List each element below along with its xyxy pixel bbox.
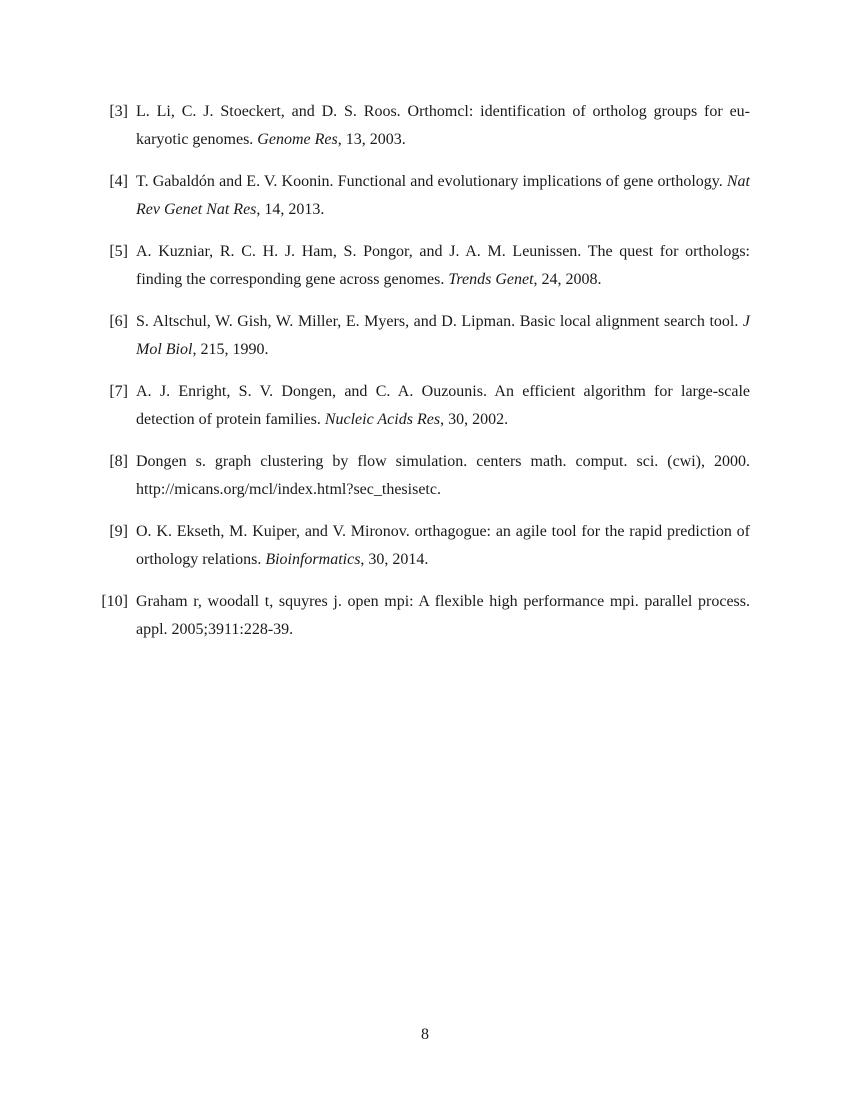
reference-body: T. Gabaldón and E. V. Koonin. Functional and evolutionary implications of gene orthology. bbox=[136, 173, 727, 190]
reference-text bbox=[136, 518, 750, 574]
reference-item-4 bbox=[100, 168, 750, 224]
reference-text bbox=[136, 378, 750, 434]
reference-number: [4] bbox=[109, 173, 128, 190]
reference-details: , 30, 2002. bbox=[440, 411, 509, 428]
reference-number: [8] bbox=[109, 453, 128, 470]
reference-body: L. Li, C. J. Stoeckert, and D. S. Roos. Orthomcl: identification of ortholog groups for eu-karyotic genomes. bbox=[136, 103, 750, 148]
reference-body: Graham r, woodall t, squyres j. open mpi: A flexible high performance mpi. parallel process. appl. 2005;3911:228-39. bbox=[136, 593, 750, 638]
reference-text bbox=[136, 588, 750, 644]
journal-name: Nucleic Acids Res bbox=[324, 411, 441, 428]
reference-text bbox=[136, 168, 750, 224]
reference-list bbox=[100, 98, 750, 658]
reference-item-5 bbox=[100, 238, 750, 294]
reference-details: , 13, 2003. bbox=[337, 131, 406, 148]
journal-name: J Mol Biol bbox=[136, 313, 750, 358]
reference-item-9 bbox=[100, 518, 750, 574]
reference-details: , 30, 2014. bbox=[360, 551, 429, 568]
reference-details: , 215, 1990. bbox=[192, 341, 269, 358]
reference-number: [5] bbox=[109, 243, 128, 260]
reference-text bbox=[136, 98, 750, 154]
reference-text bbox=[136, 238, 750, 294]
reference-number: [10] bbox=[101, 593, 128, 610]
journal-name: Genome Res bbox=[257, 131, 338, 148]
reference-text bbox=[136, 308, 750, 364]
reference-body: O. K. Ekseth, M. Kuiper, and V. Mironov. orthagogue: an agile tool for the rapid prediction of orthology relations. bbox=[136, 523, 750, 568]
reference-body: A. J. Enright, S. V. Dongen, and C. A. Ouzounis. An efficient algorithm for large-scale detection of protein families. bbox=[136, 383, 750, 428]
reference-item-3 bbox=[100, 98, 750, 154]
journal-name: Bioinformatics bbox=[265, 551, 361, 568]
journal-name: Nat Rev Genet Nat Res bbox=[136, 173, 750, 218]
reference-number: [6] bbox=[109, 313, 128, 330]
reference-body: S. Altschul, W. Gish, W. Miller, E. Myers, and D. Lipman. Basic local alignment search tool. bbox=[136, 313, 743, 330]
reference-number: [3] bbox=[109, 103, 128, 120]
reference-body: Dongen s. graph clustering by flow simulation. centers math. comput. sci. (cwi), 2000. http://micans.org/mcl/index.html?sec_thesisetc. bbox=[136, 453, 750, 498]
reference-details: , 24, 2008. bbox=[533, 271, 602, 288]
reference-details: , 14, 2013. bbox=[256, 201, 325, 218]
reference-item-8 bbox=[100, 448, 750, 504]
reference-item-7 bbox=[100, 378, 750, 434]
journal-name: Trends Genet bbox=[448, 271, 534, 288]
reference-number: [9] bbox=[109, 523, 128, 540]
reference-item-10 bbox=[100, 588, 750, 644]
reference-body: A. Kuzniar, R. C. H. J. Ham, S. Pongor, and J. A. M. Leunissen. The quest for orthologs: finding the corresponding gene across genomes. bbox=[136, 243, 750, 288]
reference-text bbox=[136, 448, 750, 504]
page-number: 8 bbox=[421, 1026, 429, 1043]
reference-number: [7] bbox=[109, 383, 128, 400]
reference-item-6 bbox=[100, 308, 750, 364]
